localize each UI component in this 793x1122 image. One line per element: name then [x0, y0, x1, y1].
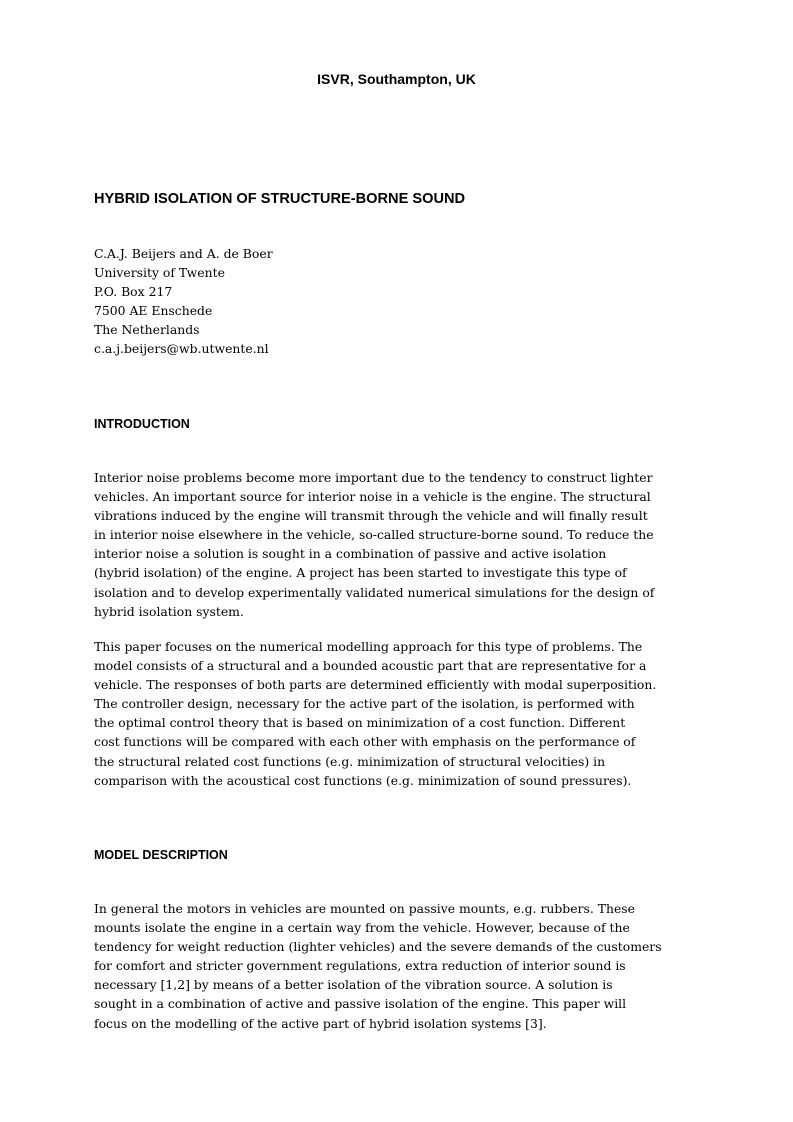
paragraph-line: Interior noise problems become more important due to the tendency to construct lighter [94, 470, 653, 485]
model-paragraph-1 [94, 899, 704, 1033]
paragraph-line: cost functions will be compared with each other with emphasis on the performance of [94, 734, 636, 750]
paper-title: HYBRID ISOLATION OF STRUCTURE-BORNE SOUND [94, 191, 466, 207]
paragraph-line: the structural related cost functions (e.g. minimization of structural velocities) in [94, 753, 606, 769]
paragraph-line: The controller design, necessary for the active part of the isolation, is performed with [94, 696, 635, 712]
paragraph-line: interior noise a solution is sought in a combination of passive and active isolation [94, 546, 607, 562]
paragraph-line: for comfort and stricter government regulations, extra reduction of interior sound is [94, 958, 626, 974]
paragraph-line: vibrations induced by the engine will transmit through the vehicle and will finally result [94, 508, 648, 524]
section-heading-model-description: MODEL DESCRIPTION [94, 848, 228, 862]
paragraph-line: in interior noise elsewhere in the vehicle, so-called structure-borne sound. To reduce the [94, 527, 654, 543]
conference-venue: ISVR, Southampton, UK [317, 71, 476, 87]
paragraph-line: tendency for weight reduction (lighter vehicles) and the severe demands of the customers [94, 939, 662, 955]
author-names: C.A.J. Beijers and A. de Boer [94, 246, 273, 261]
intro-paragraph-1 [94, 468, 704, 621]
paragraph-line: In general the motors in vehicles are mounted on passive mounts, e.g. rubbers. These [94, 901, 635, 916]
paragraph-line: mounts isolate the engine in a certain way from the vehicle. However, because of the [94, 920, 630, 936]
paragraph-line: (hybrid isolation) of the engine. A project has been started to investigate this type of [94, 565, 627, 581]
author-po-box: P.O. Box 217 [94, 284, 173, 300]
section-heading-introduction: INTRODUCTION [94, 417, 190, 431]
paragraph-line: hybrid isolation system. [94, 603, 244, 619]
paragraph-line: sought in a combination of active and passive isolation of the engine. This paper will [94, 996, 627, 1012]
paragraph-line: vehicle. The responses of both parts are determined efficiently with modal superposition. [94, 677, 657, 693]
paragraph-line: model consists of a structural and a bounded acoustic part that are representative for a [94, 658, 647, 674]
author-email: c.a.j.beijers@wb.utwente.nl [94, 341, 269, 357]
paragraph-line: comparison with the acoustical cost functions (e.g. minimization of sound pressures). [94, 772, 632, 788]
paragraph-line: the optimal control theory that is based on minimization of a cost function. Different [94, 715, 626, 731]
paragraph-line: isolation and to develop experimentally validated numerical simulations for the design of [94, 584, 655, 600]
paragraph-line: focus on the modelling of the active part of hybrid isolation systems [3]. [94, 1015, 547, 1031]
intro-paragraph-2 [94, 637, 704, 790]
author-country: The Netherlands [94, 322, 200, 338]
paragraph-line: necessary [1,2] by means of a better isolation of the vibration source. A solution is [94, 977, 613, 993]
author-city: 7500 AE Enschede [94, 303, 213, 319]
author-block [94, 244, 273, 359]
paragraph-line: vehicles. An important source for interior noise in a vehicle is the engine. The structural [94, 489, 651, 505]
author-affiliation: University of Twente [94, 265, 225, 281]
paragraph-line: This paper focuses on the numerical modelling approach for this type of problems. The [94, 639, 643, 654]
